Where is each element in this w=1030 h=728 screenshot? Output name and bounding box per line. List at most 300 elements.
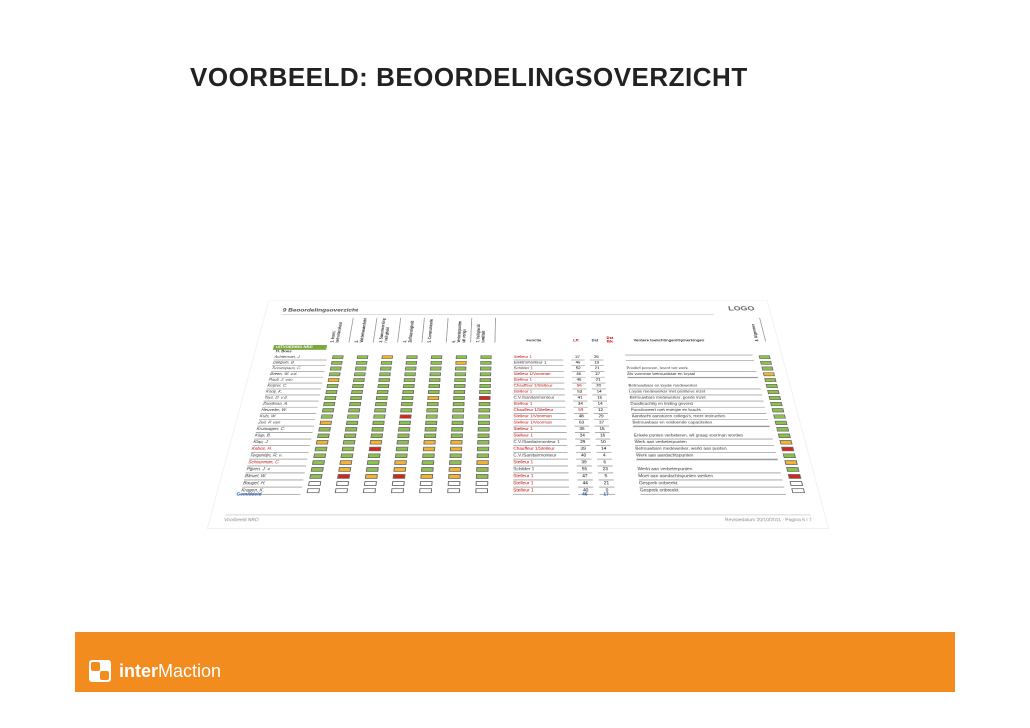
note-cell: Werk aan aandachtspunten (636, 453, 778, 460)
score-cell (345, 427, 358, 431)
score-cell (354, 372, 366, 376)
table-row (226, 453, 809, 460)
age-cell: 48 (574, 414, 589, 420)
overall-score-cell (779, 440, 792, 444)
criterion-header: 7. Veiligheid / kwaliteit (476, 318, 496, 343)
total-lft: 46 (581, 492, 588, 498)
function-cell: Stelleur 1/Voorman (514, 372, 564, 378)
criterion-header-last: 8. Algemeen (749, 318, 766, 341)
score-cell (450, 447, 462, 451)
score-cell (308, 481, 321, 486)
score-cell (331, 361, 343, 365)
score-cell (478, 408, 490, 412)
score-cell (430, 361, 441, 365)
age-cell: 39 (576, 446, 591, 453)
score-cell (449, 453, 461, 458)
age-cell: 56 (572, 383, 586, 389)
score-cell (452, 408, 464, 412)
score-cell (401, 402, 413, 406)
score-cell (480, 355, 491, 359)
criterion-header: 4. Zelfstandigheid (403, 318, 425, 343)
age-cell: 52 (571, 366, 585, 372)
score-cell (430, 367, 442, 371)
function-cell: Schilder 1 (513, 466, 568, 473)
employee-name: Kuls, W. (259, 414, 316, 420)
score-cell (425, 427, 437, 431)
section-sub: H. Boes (275, 349, 292, 354)
function-cell: Stelleur 1 (513, 459, 568, 466)
employee-name: Heuveler, W. (260, 408, 317, 414)
score-cell (366, 467, 379, 472)
score-cell (393, 467, 406, 472)
score-cell (427, 396, 439, 400)
score-cell (426, 414, 438, 418)
column-header-dst-ble: Dst Ble (606, 336, 614, 344)
score-cell (338, 467, 351, 472)
score-cell (451, 427, 463, 431)
score-cell (373, 414, 385, 418)
age-cell: 34 (575, 433, 590, 440)
score-cell (342, 447, 355, 451)
score-cell (456, 355, 467, 359)
score-cell (396, 447, 409, 451)
score-cell (453, 402, 465, 406)
header-divider (282, 314, 714, 315)
score-cell (404, 378, 416, 382)
score-cell (404, 372, 416, 376)
document-header: 9 Beoordelingsoverzicht (282, 307, 359, 313)
overall-score-cell (770, 402, 783, 406)
function-cell: Chauffeur 1/Stelleur (513, 408, 565, 414)
score-cell (351, 390, 363, 394)
function-cell: Stelleur 1 (514, 355, 564, 361)
score-cell (448, 481, 461, 486)
employee-name: Klap, J. (252, 439, 311, 446)
age-cell: 53 (573, 389, 587, 395)
score-cell (421, 467, 434, 472)
score-cell (420, 474, 433, 479)
service-years-cell: 29 (594, 414, 609, 420)
score-cell (478, 427, 490, 431)
score-cell (428, 384, 440, 388)
employee-name: Keijzer, C. (266, 383, 322, 389)
function-cell: Stelleur 1 (513, 473, 569, 480)
overall-score-cell (786, 467, 800, 472)
score-cell (325, 390, 337, 394)
score-cell (477, 453, 489, 458)
score-cell (449, 467, 462, 472)
employee-name: Zandman, A. (262, 401, 319, 407)
document-footer-right: Revisiedatum 20/10/2011 · Pagina 6 / 7 (724, 517, 813, 523)
age-cell: 44 (577, 480, 593, 487)
employee-name: Breen, W. v.d. (269, 372, 324, 378)
table-row (223, 466, 814, 473)
slide-title: VOORBEELD: BEOORDELINGSOVERZICHT (190, 62, 748, 92)
score-cell (347, 414, 359, 418)
score-cell (356, 361, 368, 365)
age-cell: 40 (578, 487, 594, 494)
score-cell (479, 402, 491, 406)
score-cell (312, 460, 325, 465)
score-cell (375, 402, 387, 406)
score-cell (376, 396, 388, 400)
service-years-cell: 6 (597, 459, 613, 466)
service-years-cell: 19 (590, 360, 604, 366)
service-years-cell: 20 (591, 383, 606, 389)
score-cell (426, 408, 438, 412)
score-cell (379, 372, 391, 376)
score-cell (321, 414, 334, 418)
overall-score-cell (788, 474, 802, 479)
score-cell (317, 434, 330, 438)
score-cell (371, 427, 383, 431)
service-years-cell: 16 (595, 433, 610, 440)
score-cell (406, 355, 417, 359)
puzzle-icon (89, 660, 111, 682)
brand-name-regular: Maction (158, 660, 222, 681)
score-cell (422, 453, 435, 458)
age-cell: 46 (571, 360, 585, 366)
overall-score-cell (767, 390, 779, 394)
note-cell: Betrouwbare medewerker, werkt aan punten (635, 446, 776, 453)
overall-score-cell (769, 396, 782, 400)
score-cell (322, 408, 334, 412)
overall-score-cell (763, 372, 775, 376)
employee-name: Dijkgum, B. (272, 360, 326, 366)
service-years-cell: 14 (593, 401, 608, 407)
score-cell (453, 390, 465, 394)
score-cell (402, 390, 414, 394)
age-cell: 41 (573, 395, 588, 401)
function-cell: Stelleur 1 (514, 401, 566, 407)
score-cell (455, 361, 466, 365)
overall-score-cell (772, 408, 785, 412)
service-years-cell: 4 (597, 453, 613, 460)
note-cell: Betrouwbare medewerker, goede inzet (629, 395, 763, 401)
score-cell (377, 384, 389, 388)
criterion-header: 3. Samenwerking / veiligheid (379, 318, 401, 343)
function-cell: Chauffeur 1/Stelleur (513, 446, 567, 453)
score-cell (480, 361, 491, 365)
score-cell (431, 355, 442, 359)
score-cell (343, 440, 356, 444)
total-row (216, 491, 820, 498)
employee-name: Kooij, K. (265, 389, 321, 395)
note-cell (628, 378, 759, 379)
score-cell (323, 402, 335, 406)
score-cell (396, 440, 409, 444)
score-cell (428, 390, 440, 394)
score-cell (316, 440, 329, 444)
brand-name (119, 661, 221, 682)
age-cell: 35 (575, 426, 590, 432)
document-logo: LOGO (727, 305, 756, 313)
note-cell (637, 459, 778, 460)
service-years-cell: 21 (590, 366, 604, 372)
service-years-cell: 37 (594, 420, 609, 426)
score-cell (319, 421, 332, 425)
score-cell (423, 447, 435, 451)
overall-score-cell (789, 481, 803, 486)
note-cell (625, 355, 753, 356)
age-cell: 45 (572, 372, 586, 378)
score-cell (429, 372, 441, 376)
note-cell: Enkele punten verbeteren, wil graag voorman worden (634, 433, 773, 440)
function-cell: Stelleur 1 (513, 426, 566, 432)
score-cell (476, 467, 488, 472)
score-cell (332, 355, 344, 359)
score-cell (350, 396, 362, 400)
column-header-functie: Functie (526, 338, 542, 343)
score-cell (326, 384, 338, 388)
service-years-cell: 21 (591, 378, 605, 384)
table-row (219, 480, 817, 487)
score-cell (402, 396, 414, 400)
employee-name: Schuurman, C. (247, 459, 307, 466)
note-cell: Moet aan aandachtspunten werken (638, 473, 783, 480)
overall-score-cell (766, 384, 778, 388)
total-label: Gemiddeld (235, 492, 263, 498)
score-cell (368, 453, 381, 458)
score-cell (329, 372, 341, 376)
score-cell (348, 408, 360, 412)
score-cell (479, 390, 491, 394)
function-cell: Stelleur 1/Voorman (513, 414, 566, 420)
function-cell: Stelleur 1 (514, 389, 565, 395)
score-cell (452, 421, 464, 425)
overall-score-cell (759, 355, 771, 359)
score-cell (336, 481, 349, 486)
score-cell (420, 481, 433, 486)
service-years-cell: 15 (592, 395, 607, 401)
score-cell (422, 460, 435, 465)
total-dst: 17 (603, 492, 610, 498)
score-cell (477, 440, 489, 444)
score-cell (377, 390, 389, 394)
column-header-dst: Dst (591, 338, 599, 343)
score-cell (449, 460, 462, 465)
footer-divider (225, 514, 810, 515)
section-label: UITVOERING NRD (273, 345, 327, 350)
function-cell: Chauffeur 1/Stelleur (514, 383, 565, 389)
score-cell (369, 447, 382, 451)
overall-score-cell (761, 367, 773, 371)
function-cell: Stelleur 1 (513, 487, 569, 494)
score-cell (380, 367, 392, 371)
score-cell (346, 421, 358, 425)
score-cell (448, 474, 461, 479)
score-cell (403, 384, 415, 388)
employee-name: Tergentijn, R. v. (249, 453, 309, 460)
score-cell (364, 481, 377, 486)
age-cell: 40 (576, 453, 591, 460)
column-header-notes: Verdere toelichtingen/Opmerkingen (633, 338, 705, 343)
employee-name: Pauli, J. van (268, 378, 323, 384)
employee-name: Baugel, H. (242, 480, 303, 487)
function-cell: Elektromonteur 1 (514, 360, 564, 366)
score-cell (423, 440, 435, 444)
score-cell (476, 481, 489, 486)
brand-name-bold: inter (119, 660, 159, 681)
score-cell (476, 460, 488, 465)
service-years-cell: 12 (593, 408, 608, 414)
score-cell (328, 378, 340, 382)
overall-score-cell (760, 361, 772, 365)
criterion-header: 6. Verbeterpunten uit vorige (452, 318, 472, 343)
service-years-cell: 23 (598, 466, 614, 473)
column-header-lft: Lft (573, 338, 579, 343)
score-cell (480, 372, 491, 376)
score-cell (315, 447, 328, 451)
score-cell (406, 361, 418, 365)
score-cell (478, 421, 490, 425)
score-cell (454, 384, 466, 388)
score-cell (313, 453, 326, 458)
note-cell: Positief persoon, levert net werk (626, 366, 756, 372)
score-cell (477, 447, 489, 451)
score-cell (478, 414, 490, 418)
overall-score-cell (783, 453, 796, 458)
note-cell: Werk aan verbeterpunten (634, 439, 774, 446)
note-cell (626, 360, 754, 361)
overall-score-cell (778, 434, 791, 438)
note-cell: Loyale medewerker met positieve inzet (629, 389, 762, 395)
function-cell: C.V./Sanitairmonteur (514, 395, 566, 401)
score-cell (349, 402, 361, 406)
overall-score-cell (775, 421, 788, 425)
score-cell (367, 460, 380, 465)
score-cell (397, 434, 409, 438)
score-cell (395, 453, 408, 458)
age-cell: 39 (576, 459, 592, 466)
service-years-cell: 10 (596, 439, 611, 446)
overall-score-cell (764, 378, 776, 382)
table-row (230, 439, 806, 446)
score-cell (479, 384, 491, 388)
criterion-header: 2. Vakbekwaamheid (354, 318, 377, 343)
function-cell: Stelleur 1 (514, 378, 565, 384)
note-cell: Daadkrachtig en leiding gevend (630, 401, 765, 407)
function-cell: Stelleur 1 (513, 480, 569, 487)
document-footer-left: Voorbeeld NRD (223, 517, 260, 523)
document-preview-wrapper (168, 200, 868, 550)
criterion-header: 1. Inzet / betrokkenheid (330, 318, 354, 343)
overall-score-cell (784, 460, 797, 465)
function-cell: Schilder 1 (514, 366, 564, 372)
score-cell (453, 396, 465, 400)
score-cell (339, 460, 352, 465)
score-cell (405, 367, 417, 371)
note-cell: Als voorman betrouwbaar en loyaal (627, 372, 758, 378)
service-years-cell: 26 (589, 355, 603, 361)
criterion-header: 5. Communicatie (427, 318, 448, 343)
score-cell (381, 355, 393, 359)
score-cell (424, 434, 436, 438)
service-years-cell: 5 (598, 473, 614, 480)
employee-name: Achterman, J. (274, 355, 328, 361)
note-cell (633, 426, 770, 427)
note-cell: Betrouwbaar en voldoende capaciteiten (632, 420, 769, 426)
score-cell (452, 414, 464, 418)
note-cell: Aandacht aansturen collega's, meer instructies (632, 414, 769, 420)
score-cell (337, 474, 350, 479)
employee-name: Kruiwagen, C. (256, 426, 314, 432)
function-cell: Stelleur 1 (513, 433, 567, 440)
score-cell (479, 396, 491, 400)
employee-name: Bleuel, W. (244, 473, 305, 480)
employee-name: Pijpen, J. v. (246, 466, 306, 473)
score-cell (353, 378, 365, 382)
score-cell (477, 434, 489, 438)
employee-name: Tour, D. v.d. (263, 395, 319, 401)
employee-name: Zeil, P. van (257, 420, 315, 426)
score-cell (476, 474, 489, 479)
score-cell (318, 427, 331, 431)
note-cell: Functioneert met energie en kracht (631, 408, 767, 414)
score-cell (425, 421, 437, 425)
score-cell (400, 408, 412, 412)
age-cell: 55 (577, 466, 593, 473)
table-row (228, 446, 808, 453)
score-cell (392, 481, 405, 486)
score-cell (381, 361, 393, 365)
age-cell: 47 (577, 473, 593, 480)
function-cell: C.V./Sanitairmonteur 1 (513, 439, 567, 446)
score-cell (394, 460, 407, 465)
note-cell: Gesprek onbreekt (639, 480, 785, 487)
service-years-cell: 21 (599, 480, 615, 487)
score-cell (352, 384, 364, 388)
overall-score-cell (776, 427, 789, 431)
score-cell (344, 434, 357, 438)
age-cell: 29 (575, 439, 590, 446)
score-cell (371, 434, 384, 438)
score-cell (324, 396, 336, 400)
age-cell: 59 (574, 408, 589, 414)
employee-name: Klap, B. (254, 433, 313, 440)
service-years-cell: 14 (596, 446, 611, 453)
service-years-cell: 14 (592, 389, 607, 395)
score-cell (311, 467, 324, 472)
score-cell (429, 378, 441, 382)
overall-score-cell (773, 414, 786, 418)
service-years-cell: 27 (591, 372, 605, 378)
table-row (221, 473, 815, 480)
score-cell (357, 355, 369, 359)
note-cell: Gesprek onbreekt (640, 487, 786, 494)
score-cell (455, 367, 466, 371)
score-cell (330, 367, 342, 371)
score-cell (309, 474, 322, 479)
score-cell (455, 372, 466, 376)
age-cell: 34 (573, 401, 588, 407)
overall-score-cell (781, 447, 794, 451)
score-cell (399, 414, 411, 418)
age-cell: 63 (574, 420, 589, 426)
table-row (225, 459, 812, 466)
score-cell (370, 440, 383, 444)
service-years-cell: 0 (599, 487, 615, 494)
score-cell (480, 367, 491, 371)
score-cell (355, 367, 367, 371)
brand-logo (89, 660, 221, 682)
employee-name: Tussenpaus, C. (271, 366, 326, 372)
score-cell (374, 408, 386, 412)
note-cell: Betrouwbaar en loyale medewerker (628, 383, 761, 389)
function-cell: C.V./Sanitairmonteur (513, 453, 568, 460)
service-years-cell: 15 (595, 426, 610, 432)
employee-name: Kragen, K. (240, 487, 302, 494)
